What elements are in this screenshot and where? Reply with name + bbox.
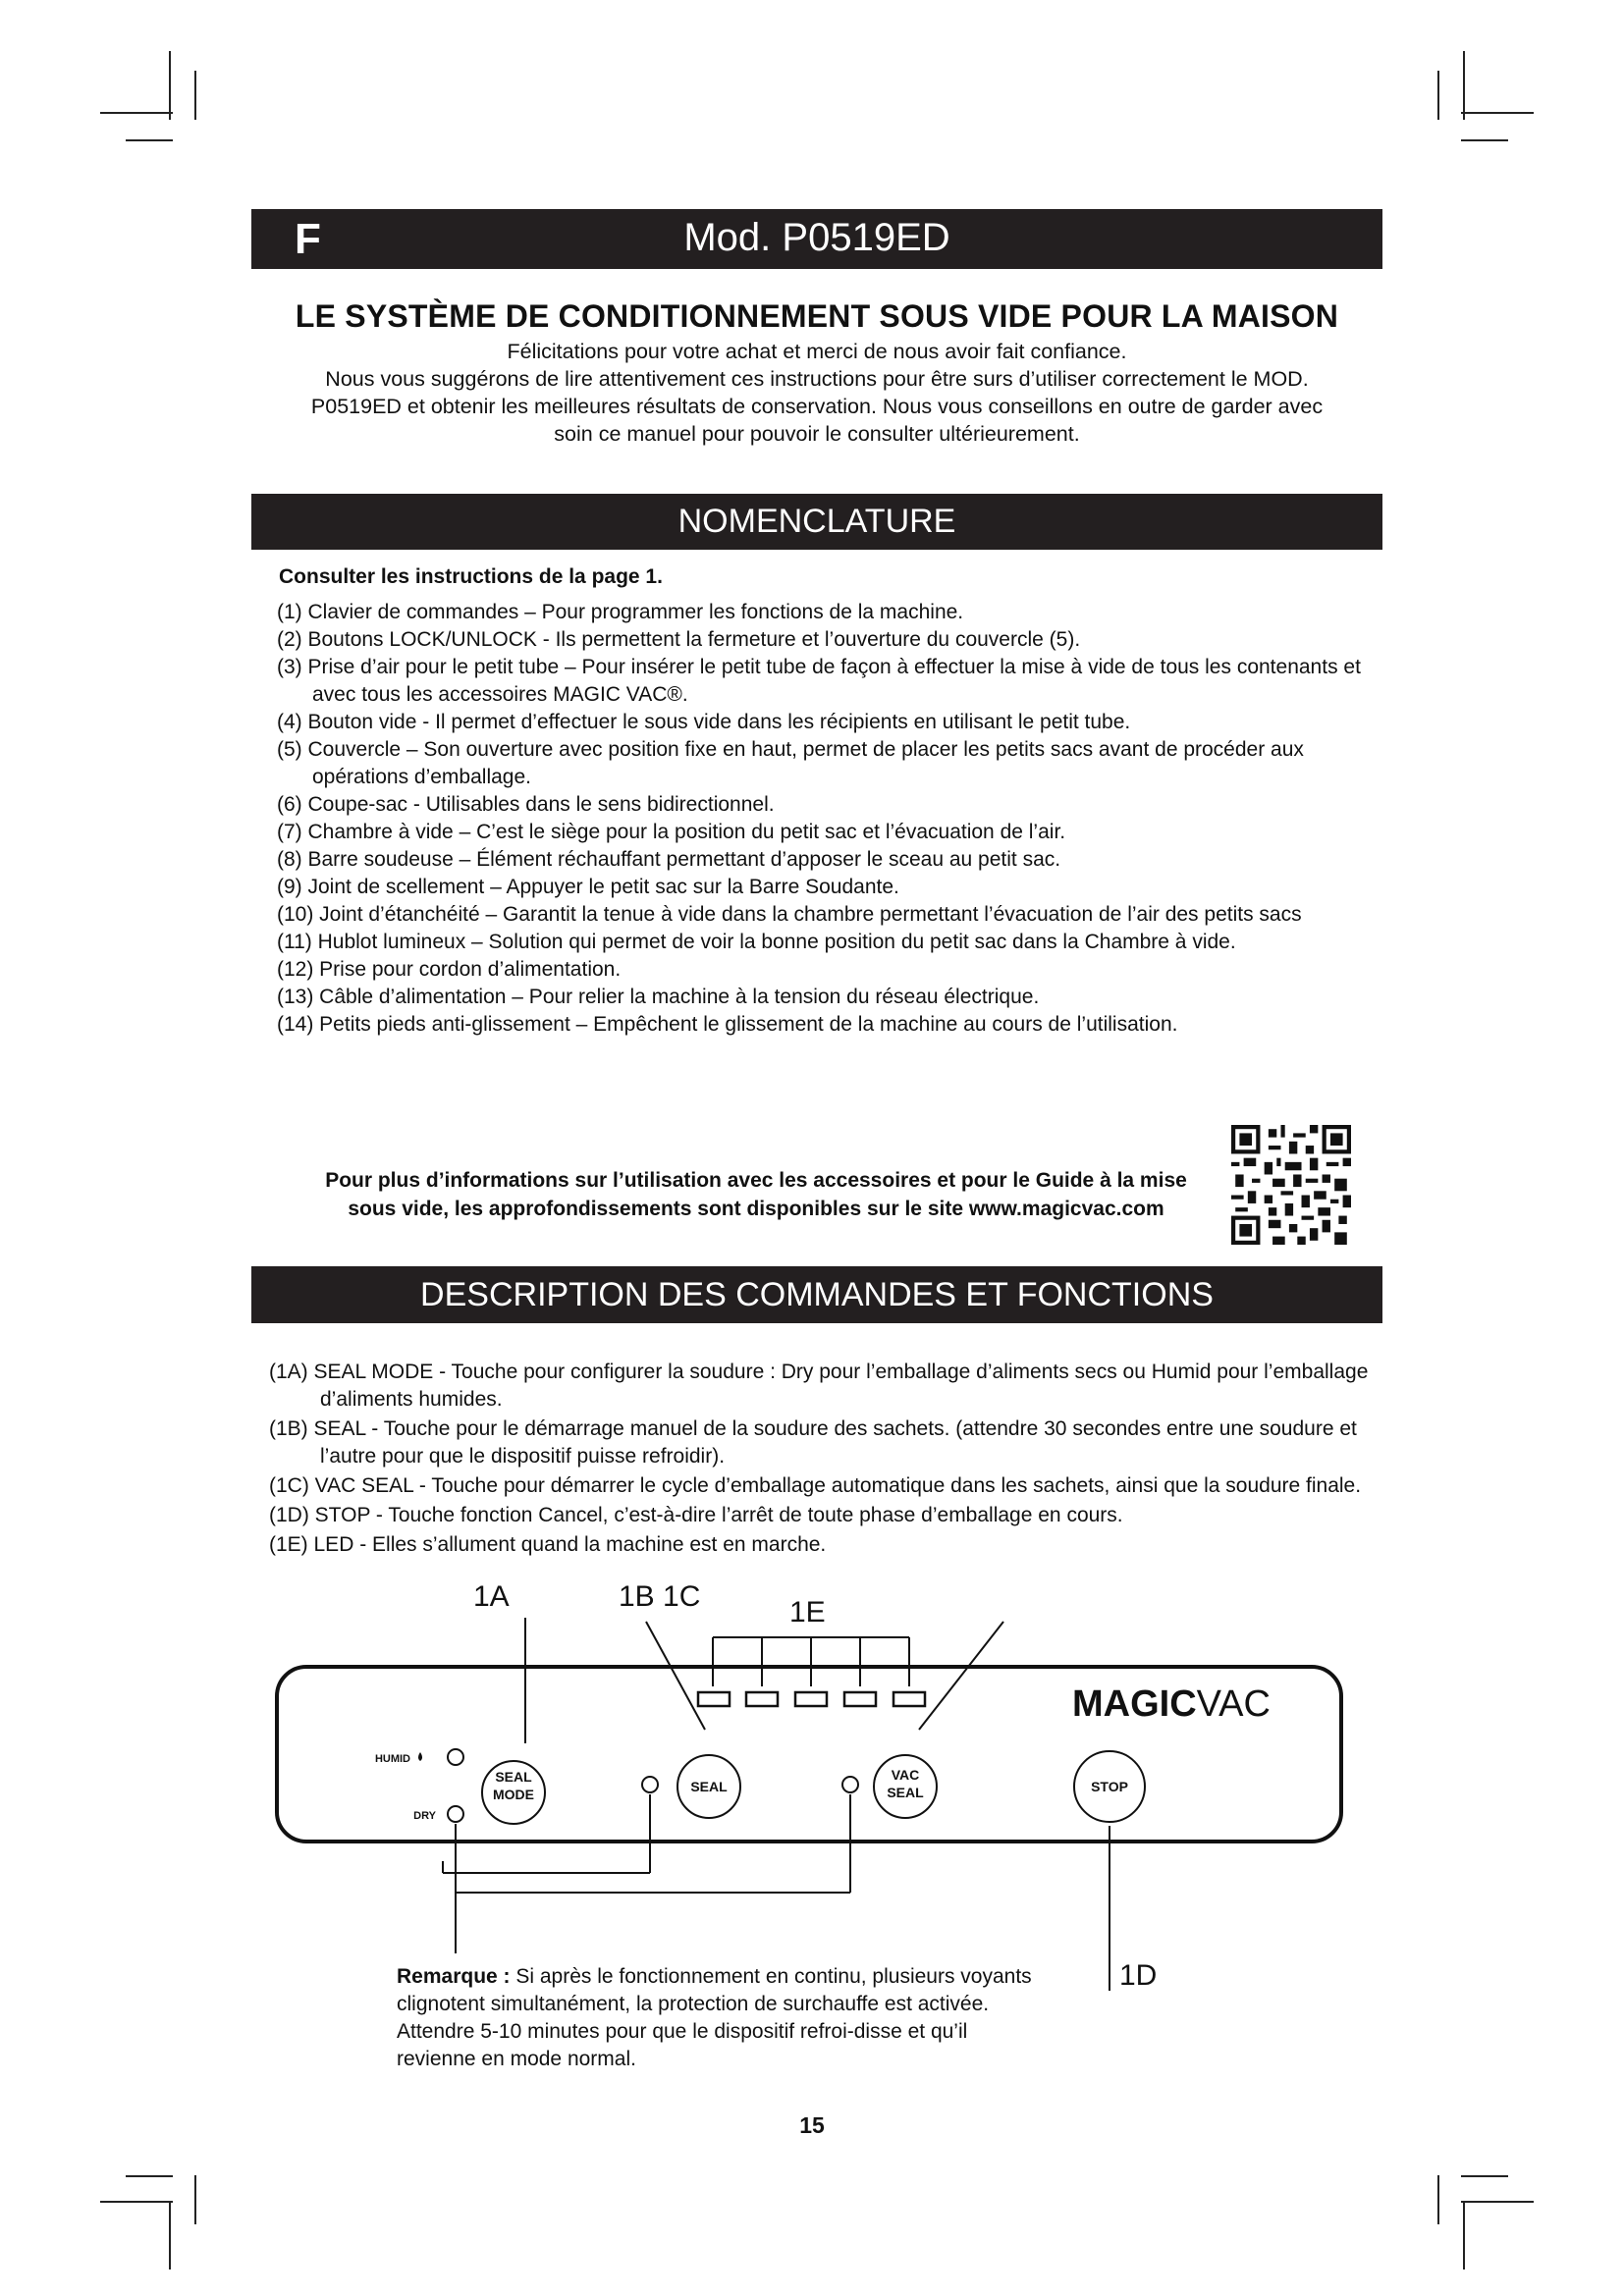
vac-seal-label-2: SEAL — [887, 1785, 924, 1800]
list-item: (2) Boutons LOCK/UNLOCK - Ils permettent la fermeture et l’ouverture du couvercle (5). — [277, 628, 1081, 651]
model-title: Mod. P0519ED — [683, 216, 950, 259]
brand-logo-right: VAC — [1196, 1683, 1271, 1725]
seal-label: SEAL — [690, 1779, 728, 1794]
list-item: (3) Prise d’air pour le petit tube – Pour insérer le petit tube de façon à effectuer la mise à vide de tous les contenants et avec tous les accessoires MAGIC VAC®. — [277, 656, 1361, 706]
remarque-text: Si après le fonctionnement en continu, plusieurs voyants clignotent simultanément, la protection de surchauffe est activée. Attendre 5-10 minutes pour que le dispositif refroi-disse et qu’il revienne en mode normal. — [397, 1965, 1032, 2070]
seal-led — [642, 1777, 658, 1792]
list-item: (4) Bouton vide - Il permet d’effectuer le sous vide dans les récipients en utilisant le petit tube. — [277, 711, 1131, 733]
page-title: LE SYSTÈME DE CONDITIONNEMENT SOUS VIDE POUR LA MAISON — [295, 298, 1339, 334]
label-1d: 1D — [1119, 1959, 1158, 1992]
remarque-note — [397, 1963, 1045, 2073]
brand-logo-left: MAGIC — [1072, 1683, 1197, 1725]
list-item: (1) Clavier de commandes – Pour programmer les fonctions de la machine. — [277, 601, 964, 623]
list-item: (7) Chambre à vide – C’est le siège pour la position du petit sac et l’évacuation de l’air. — [277, 821, 1066, 843]
seal-mode-label-1: SEAL — [495, 1769, 532, 1785]
intro-line: Félicitations pour votre achat et merci de nous avoir fait confiance. — [507, 340, 1127, 363]
remarque-label: Remarque : — [397, 1965, 511, 1988]
list-item: (12) Prise pour cordon d’alimentation. — [277, 958, 622, 981]
list-item: (9) Joint de scellement – Appuyer le petit sac sur la Barre Soudante. — [277, 876, 899, 898]
brand-logo — [1072, 1683, 1271, 1725]
vac-seal-led — [842, 1777, 858, 1792]
vac-seal-label-1: VAC — [891, 1767, 920, 1783]
page-number: 15 — [799, 2112, 825, 2138]
label-1e: 1E — [789, 1596, 826, 1629]
led-indicator — [698, 1692, 730, 1706]
info-line: sous vide, les approfondissements sont disponibles sur le site www.magicvac.com — [348, 1198, 1164, 1220]
stop-label: STOP — [1091, 1779, 1128, 1794]
info-line: Pour plus d’informations sur l’utilisation avec les accessoires et pour le Guide à la mise — [325, 1169, 1187, 1192]
led-indicator — [844, 1692, 876, 1706]
led-indicator — [893, 1692, 925, 1706]
list-item: (1C) VAC SEAL - Touche pour démarrer le cycle d’emballage automatique dans les sachets, ainsi que la soudure finale. — [269, 1474, 1362, 1497]
list-item: (1D) STOP - Touche fonction Cancel, c’est-à-dire l’arrêt de toute phase d’emballage en cours. — [269, 1504, 1123, 1526]
dry-led — [448, 1806, 463, 1822]
intro-line: soin ce manuel pour pouvoir le consulter ultérieurement. — [554, 422, 1080, 446]
label-1b-1c: 1B 1C — [619, 1580, 701, 1613]
label-1a: 1A — [473, 1580, 510, 1613]
list-item: (10) Joint d’étanchéité – Garantit la tenue à vide dans la chambre permettant l’évacuation de l’air des petits sacs — [277, 903, 1302, 926]
list-item: (11) Hublot lumineux – Solution qui permet de voir la bonne position du petit sac dans la Chambre à vide. — [277, 931, 1236, 953]
list-item: (8) Barre soudeuse – Élément réchauffant permettant d’apposer le sceau au petit sac. — [277, 848, 1061, 871]
humid-label: HUMID — [374, 1753, 410, 1765]
language-letter: F — [295, 215, 321, 263]
nomenclature-subheading: Consulter les instructions de la page 1. — [279, 565, 663, 588]
list-item: (1E) LED - Elles s’allument quand la machine est en marche. — [269, 1533, 827, 1556]
list-item: (5) Couvercle – Son ouverture avec position fixe en haut, permet de placer les petits sacs avant de procéder aux opérations d’emballage. — [277, 738, 1304, 788]
list-item: (13) Câble d’alimentation – Pour relier la machine à la tension du réseau électrique. — [277, 986, 1040, 1008]
intro-line: P0519ED et obtenir les meilleures résultats de conservation. Nous vous conseillons en outre de garder avec — [310, 395, 1324, 418]
list-item: (1A) SEAL MODE - Touche pour configurer la soudure : Dry pour l’emballage d’aliments secs ou Humid pour l’emballage d’aliments humides. — [269, 1361, 1369, 1411]
list-item: (1B) SEAL - Touche pour le démarrage manuel de la soudure des sachets. (attendre 30 secondes entre une soudure et l’autre pour que le dispositif puisse refroidir). — [269, 1417, 1357, 1468]
led-indicator — [746, 1692, 778, 1706]
description-heading: DESCRIPTION DES COMMANDES ET FONCTIONS — [251, 1266, 1382, 1323]
seal-mode-label-2: MODE — [493, 1787, 534, 1802]
drop-icon — [418, 1752, 422, 1761]
intro-line: Nous vous suggérons de lire attentivement ces instructions pour être surs d’utiliser correctement le MOD. — [325, 367, 1309, 391]
humid-led — [448, 1749, 463, 1765]
led-indicator — [795, 1692, 827, 1706]
list-item: (6) Coupe-sac - Utilisables dans le sens bidirectionnel. — [277, 793, 775, 816]
nomenclature-heading: NOMENCLATURE — [251, 494, 1382, 550]
dry-label: DRY — [413, 1810, 436, 1822]
list-item: (14) Petits pieds anti-glissement – Empêchent le glissement de la machine au cours de l’utilisation. — [277, 1013, 1178, 1036]
